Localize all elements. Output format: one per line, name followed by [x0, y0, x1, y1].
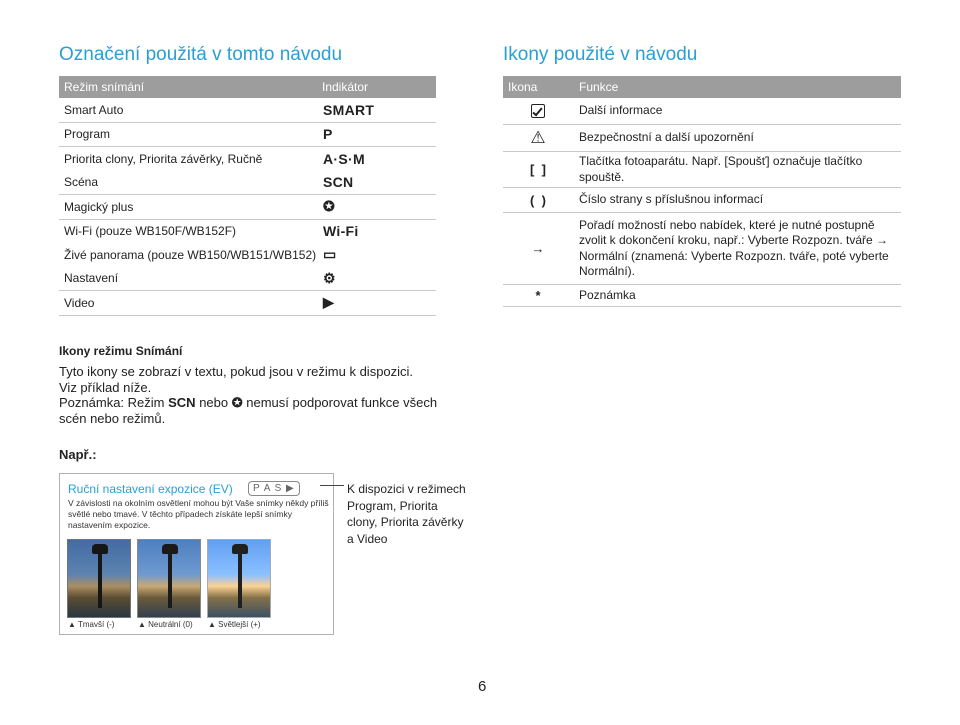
warning-icon: ⚠ [530, 128, 546, 147]
row-group [59, 98, 436, 123]
caption-dark: ▲ Tmavší (-) [68, 620, 115, 629]
caption-bright: ▲ Světlejší (+) [208, 620, 261, 629]
caption-neutral: ▲ Neutrální (0) [138, 620, 193, 629]
row-group [59, 291, 436, 316]
example-label: Např.: [59, 447, 97, 462]
settings-gear-icon: ⚙ [323, 269, 336, 286]
arrow-icon: → [531, 241, 545, 256]
mode-label: Nastavení [64, 271, 119, 286]
modes-line: scén nebo režimů. [59, 410, 166, 426]
magic-plus-icon: ✪ [323, 198, 336, 215]
mode-label: Scéna [64, 175, 99, 190]
mode-label: Wi-Fi (pouze WB150F/WB152F) [64, 224, 237, 239]
mode-label: Video [64, 295, 95, 310]
function-text: Poznámka [579, 287, 636, 302]
icon-cell [503, 104, 573, 118]
page-number: 6 [478, 678, 487, 695]
right-section-title: Ikony použité v návodu [503, 44, 698, 65]
wifi-icon: Wi-Fi [323, 223, 359, 240]
header-mode: Režim snímání [64, 80, 145, 94]
header-function: Funkce [579, 80, 619, 94]
function-text: Číslo strany s příslušnou informací [579, 192, 764, 207]
table-row [503, 98, 901, 125]
video-camera-icon: ▶ [323, 294, 335, 311]
note-text: nemusí podporovat funkce všech [246, 395, 438, 410]
table-header [503, 76, 901, 98]
lamp-post [238, 548, 242, 608]
function-text: Další informace [579, 103, 663, 118]
magic-plus-icon: ✪ [231, 395, 243, 410]
mode-badge: P A S ▶ [248, 481, 300, 496]
table-row [503, 285, 901, 307]
sample-photo-neutral [137, 539, 201, 618]
icon-table [503, 76, 901, 307]
sample-photo-bright [207, 539, 271, 618]
header-icon: Ikona [508, 80, 538, 94]
lamp-post [168, 548, 172, 608]
example-body: V závislosti na okolním osvětlení mohou být Vaše snímky někdy příliš světlé nebo tmavé. V těchto případech získáte lepší snímky nastavením expozice. [68, 498, 329, 530]
lamp-post [98, 548, 102, 608]
table-row [59, 147, 436, 171]
mode-label: Magický plus [64, 199, 134, 214]
shooting-mode-table [59, 76, 436, 316]
modes-heading: Ikony režimu Snímání [59, 344, 183, 358]
row-group [59, 123, 436, 148]
table-row [59, 123, 436, 147]
table-header [59, 76, 436, 98]
row-group [59, 195, 436, 220]
modes-line [59, 395, 479, 411]
parentheses-icon: ( ) [530, 192, 546, 208]
mode-label: Program [64, 127, 111, 142]
table-row [59, 98, 436, 122]
brackets-icon: [ ] [530, 162, 546, 177]
mode-label: Smart Auto [64, 102, 124, 117]
scene-icon: SCN [323, 174, 354, 191]
mode-label: Živé panorama (pouze WB150/WB151/WB152) [64, 247, 317, 262]
function-text: Tlačítka fotoaparátu. Např. [Spoušť] označuje tlačítko spouště. [579, 154, 863, 184]
table-row [59, 195, 436, 219]
table-row [503, 152, 901, 188]
table-row [503, 188, 901, 213]
callout-text: K dispozici v režimech Program, Priorita clony, Priorita závěrky a Video [347, 482, 466, 546]
header-indicator: Indikátor [322, 80, 369, 94]
table-row [59, 243, 436, 267]
asm-icon: A·S·M [323, 150, 365, 167]
table-row [503, 125, 901, 152]
function-text: Pořadí možností nebo nabídek, které je nutné postupně zvolit k dokončení kroku, např.: Vyberte Rozpozn. tváře → Normální (znamená: Vyberte Rozpozn. tváře, poté vyberte Normální). [579, 217, 889, 278]
table-row [503, 213, 901, 285]
asterisk-icon: * [535, 288, 541, 303]
table-row [59, 171, 436, 195]
left-section-title: Označení použitá v tomto návodu [59, 44, 343, 65]
scene-icon: SCN [168, 395, 196, 410]
table-row [59, 267, 436, 291]
mode-label: Priorita clony, Priorita závěrky, Ručně [64, 151, 263, 166]
row-group [59, 147, 436, 195]
tip-icon [531, 104, 545, 118]
modes-description [59, 364, 479, 426]
modes-line: Viz příklad níže. [59, 379, 152, 395]
sample-photo-dark [67, 539, 131, 618]
program-icon: P [323, 126, 333, 143]
callout-line [320, 485, 344, 486]
modes-line: Tyto ikony se zobrazí v textu, pokud jsou v režimu k dispozici. [59, 364, 414, 379]
function-text: Bezpečnostní a další upozornění [579, 130, 754, 145]
note-text: Poznámka: Režim [59, 395, 165, 410]
note-text: nebo [199, 395, 229, 410]
table-row [59, 220, 436, 244]
row-group [59, 220, 436, 292]
panorama-icon: ▭ [323, 246, 337, 263]
example-title: Ruční nastavení expozice (EV) [68, 482, 233, 496]
table-row [59, 291, 436, 315]
smart-icon: SMART [323, 101, 375, 118]
example-box [59, 473, 334, 635]
